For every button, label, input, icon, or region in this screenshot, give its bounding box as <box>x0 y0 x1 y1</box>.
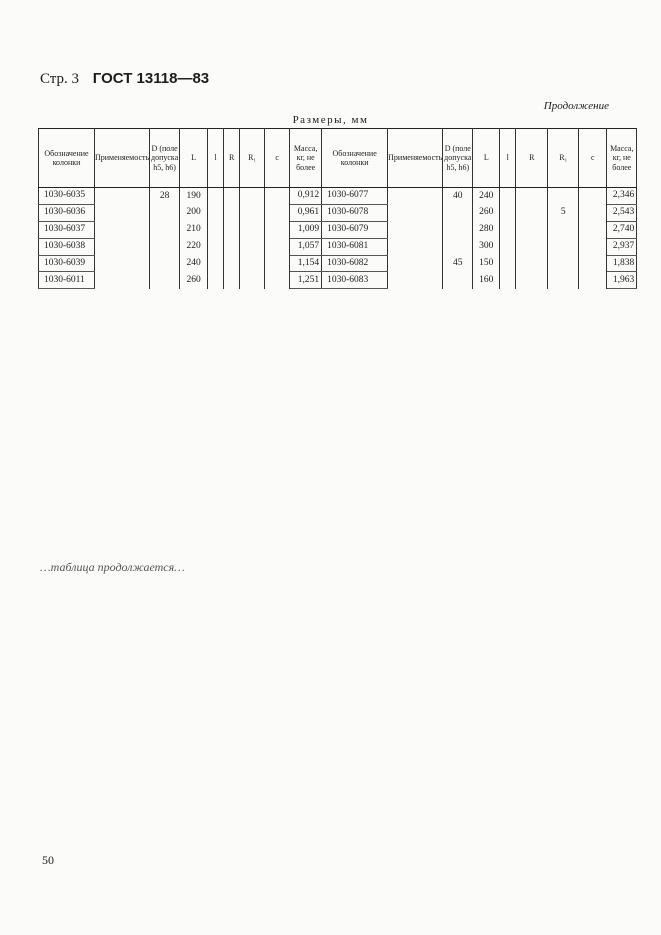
left-L-cell: 240 <box>180 255 208 272</box>
standard-title: ГОСТ 13118—83 <box>92 70 210 87</box>
right-R1-cell <box>548 188 579 205</box>
right-code-cell: 1030-6083 <box>322 272 388 289</box>
table-header-row <box>39 129 637 188</box>
right-R-cell <box>516 238 548 255</box>
col-mass: Масса, кг, не более <box>290 129 322 188</box>
right-l-cell <box>500 238 516 255</box>
left-mass-cell: 0,912 <box>290 188 322 205</box>
right-code-cell: 1030-6081 <box>322 238 388 255</box>
left-L-cell: 210 <box>180 221 208 238</box>
right-c-cell <box>579 221 607 238</box>
left-code-cell: 1030-6035 <box>39 188 95 205</box>
left-app-cell <box>95 255 150 272</box>
left-l-cell <box>208 221 224 238</box>
right-code-cell: 1030-6078 <box>322 204 388 221</box>
left-L-cell: 200 <box>180 204 208 221</box>
col-d: D (поле допуска h5, h6) <box>150 129 180 188</box>
right-L-cell: 280 <box>473 221 500 238</box>
right-mass-cell: 2,346 <box>607 188 637 205</box>
left-app-cell <box>95 238 150 255</box>
left-D-cell: 28 <box>150 188 180 205</box>
right-c-cell <box>579 255 607 272</box>
table-row <box>39 272 637 289</box>
right-app-cell <box>388 255 443 272</box>
right-L-cell: 260 <box>473 204 500 221</box>
col-application-right: Применяемость <box>388 129 443 188</box>
right-c-cell <box>579 204 607 221</box>
right-mass-cell: 2,543 <box>607 204 637 221</box>
left-l-cell <box>208 188 224 205</box>
table-row <box>39 204 637 221</box>
right-D-cell <box>443 204 473 221</box>
left-code-cell: 1030-6039 <box>39 255 95 272</box>
right-l-cell <box>500 221 516 238</box>
right-D-cell <box>443 272 473 289</box>
left-mass-cell: 1,251 <box>290 272 322 289</box>
left-mass-cell: 0,961 <box>290 204 322 221</box>
col-r: R <box>224 129 240 188</box>
left-L-cell: 220 <box>180 238 208 255</box>
table-row <box>39 221 637 238</box>
left-mass-cell: 1,154 <box>290 255 322 272</box>
right-R-cell <box>516 204 548 221</box>
left-R1-cell <box>240 238 265 255</box>
right-R-cell <box>516 255 548 272</box>
left-app-cell <box>95 221 150 238</box>
right-R1-cell <box>548 255 579 272</box>
right-R-cell <box>516 221 548 238</box>
left-D-cell <box>150 221 180 238</box>
truncation-note: …таблица продолжается… <box>40 560 185 574</box>
col-designation: Обозначение колонки <box>39 129 95 188</box>
right-R1-cell <box>548 238 579 255</box>
left-R-cell <box>224 188 240 205</box>
right-L-cell: 160 <box>473 272 500 289</box>
right-L-cell: 240 <box>473 188 500 205</box>
left-R-cell <box>224 204 240 221</box>
table-body <box>39 188 637 289</box>
left-L-cell: 260 <box>180 272 208 289</box>
right-mass-cell: 2,740 <box>607 221 637 238</box>
left-c-cell <box>265 238 290 255</box>
right-app-cell <box>388 204 443 221</box>
left-R1-cell <box>240 255 265 272</box>
right-app-cell <box>388 272 443 289</box>
right-R-cell <box>516 272 548 289</box>
left-app-cell <box>95 204 150 221</box>
right-D-cell <box>443 221 473 238</box>
right-code-cell: 1030-6077 <box>322 188 388 205</box>
right-R1-cell <box>548 272 579 289</box>
left-mass-cell: 1,057 <box>290 238 322 255</box>
right-app-cell <box>388 238 443 255</box>
right-mass-cell: 1,963 <box>607 272 637 289</box>
left-R-cell <box>224 221 240 238</box>
right-l-cell <box>500 255 516 272</box>
left-mass-cell: 1,009 <box>290 221 322 238</box>
col-application: Применяемость <box>95 129 150 188</box>
right-R1-cell <box>548 221 579 238</box>
left-c-cell <box>265 204 290 221</box>
left-R1-cell <box>240 188 265 205</box>
left-D-cell <box>150 255 180 272</box>
left-c-cell <box>265 255 290 272</box>
left-c-cell <box>265 188 290 205</box>
page-label: Стр. 3 <box>40 71 80 87</box>
col-l-small: l <box>208 129 224 188</box>
table-row <box>39 188 637 205</box>
col-r1-right: R₁ <box>548 129 579 188</box>
left-l-cell <box>208 238 224 255</box>
page-header <box>40 70 209 88</box>
right-app-cell <box>388 188 443 205</box>
right-D-cell: 45 <box>443 255 473 272</box>
col-designation-right: Обозначение колонки <box>322 129 388 188</box>
left-L-cell: 190 <box>180 188 208 205</box>
right-l-cell <box>500 272 516 289</box>
right-D-cell <box>443 238 473 255</box>
col-mass-right: Масса, кг, не более <box>607 129 637 188</box>
right-L-cell: 300 <box>473 238 500 255</box>
right-L-cell: 150 <box>473 255 500 272</box>
left-R-cell <box>224 255 240 272</box>
left-l-cell <box>208 204 224 221</box>
col-l-small-right: l <box>500 129 516 188</box>
right-l-cell <box>500 204 516 221</box>
continued-label: Продолжение <box>543 100 609 112</box>
left-app-cell <box>95 272 150 289</box>
col-r-right: R <box>516 129 548 188</box>
left-D-cell <box>150 238 180 255</box>
left-c-cell <box>265 272 290 289</box>
table-row <box>39 255 637 272</box>
right-c-cell <box>579 238 607 255</box>
col-c: c <box>265 129 290 188</box>
left-app-cell <box>95 188 150 205</box>
left-l-cell <box>208 255 224 272</box>
col-l-big: L <box>180 129 208 188</box>
left-R1-cell <box>240 272 265 289</box>
left-R1-cell <box>240 204 265 221</box>
left-R-cell <box>224 238 240 255</box>
left-code-cell: 1030-6036 <box>39 204 95 221</box>
col-c-right: c <box>579 129 607 188</box>
right-R1-cell: 5 <box>548 204 579 221</box>
right-D-cell: 40 <box>443 188 473 205</box>
col-r1: R₁ <box>240 129 265 188</box>
left-code-cell: 1030-6038 <box>39 238 95 255</box>
page-number: 50 <box>42 853 54 867</box>
dimensions-caption: Размеры, мм <box>292 114 369 126</box>
left-code-cell: 1030-6011 <box>39 272 95 289</box>
left-l-cell <box>208 272 224 289</box>
right-c-cell <box>579 272 607 289</box>
right-code-cell: 1030-6082 <box>322 255 388 272</box>
dimensions-table <box>38 128 637 289</box>
right-app-cell <box>388 221 443 238</box>
left-D-cell <box>150 204 180 221</box>
left-code-cell: 1030-6037 <box>39 221 95 238</box>
right-R-cell <box>516 188 548 205</box>
left-R-cell <box>224 272 240 289</box>
right-mass-cell: 1,838 <box>607 255 637 272</box>
table-row <box>39 238 637 255</box>
right-l-cell <box>500 188 516 205</box>
col-l-big-right: L <box>473 129 500 188</box>
left-D-cell <box>150 272 180 289</box>
left-c-cell <box>265 221 290 238</box>
col-d-right: D (поле допуска h5, h6) <box>443 129 473 188</box>
right-mass-cell: 2,937 <box>607 238 637 255</box>
left-R1-cell <box>240 221 265 238</box>
right-c-cell <box>579 188 607 205</box>
right-code-cell: 1030-6079 <box>322 221 388 238</box>
